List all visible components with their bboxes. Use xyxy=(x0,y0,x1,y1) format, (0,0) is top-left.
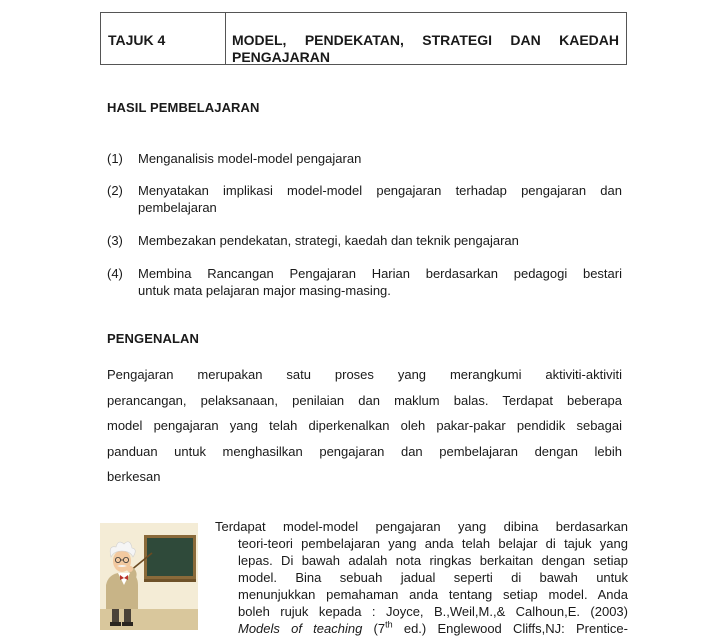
models-note-paragraph xyxy=(215,518,628,637)
outcome-item xyxy=(107,265,622,299)
learning-outcomes-heading: HASIL PEMBELAJARAN xyxy=(107,100,260,115)
outcome-number: (1) xyxy=(107,151,123,166)
outcome-text: Membezakan pendekatan, strategi, kaedah dan teknik pengajaran xyxy=(138,233,519,248)
paragraph-line: Terdapat model-model pengajaran yang dibina berdasarkan xyxy=(215,519,628,534)
outcome-text-continued: untuk mata pelajaran major masing-masing. xyxy=(138,283,391,298)
paragraph-line: model pengajaran yang telah diperkenalkan oleh pakar-pakar pendidik sebagai xyxy=(107,418,622,433)
topic-label: TAJUK 4 xyxy=(108,32,166,48)
topic-title-line1: MODEL, PENDEKATAN, STRATEGI DAN KAEDAH xyxy=(232,32,619,48)
introduction-paragraph xyxy=(107,362,622,490)
paragraph-line: perancangan, pelaksanaan, penilaian dan maklum balas. Terdapat beberapa xyxy=(107,392,622,408)
edition-superscript: th xyxy=(385,619,393,630)
paragraph-line: boleh rujuk kepada : Joyce, B.,Weil,M.,& Calhoun,E. (2003) xyxy=(238,604,628,619)
paragraph-line: lepas. Di bawah adalah nota ringkas berkaitan dengan setiap xyxy=(238,553,628,568)
paragraph-line: menunjukkan pemahaman anda tentang setiap model. Anda xyxy=(238,587,628,602)
reference-rest: ed.) Englewood Cliffs,NJ: Prentice- xyxy=(392,621,628,636)
paragraph-line: panduan untuk menghasilkan pengajaran dan pembelajaran dengan lebih xyxy=(107,443,622,459)
paragraph-line: model. Bina sebuah jadual seperti di bawah untuk xyxy=(238,570,628,585)
outcome-number: (2) xyxy=(107,183,123,198)
topic-label-cell xyxy=(101,13,226,64)
outcome-text: Membina Rancangan Pengajaran Harian berdasarkan pedagogi bestari xyxy=(138,266,622,281)
outcome-number: (3) xyxy=(107,233,123,248)
topic-header-table xyxy=(100,12,627,65)
outcome-item xyxy=(107,150,622,167)
outcome-text: Menyatakan implikasi model-model pengajaran terhadap pengajaran dan xyxy=(138,183,622,198)
paragraph-line: Pengajaran merupakan satu proses yang merangkumi aktiviti-aktiviti xyxy=(107,367,622,382)
edition-prefix: (7 xyxy=(362,621,386,636)
topic-title-cell xyxy=(226,13,626,64)
paragraph-line: teori-teori pembelajaran yang anda telah belajar di tajuk yang xyxy=(238,536,628,551)
outcome-item xyxy=(107,232,622,249)
paragraph-line: berkesan xyxy=(107,469,161,484)
topic-title-line2: PENGAJARAN xyxy=(232,49,331,65)
outcome-text: Menganalisis model-model pengajaran xyxy=(138,151,362,166)
paragraph-line-reference xyxy=(238,620,628,637)
teacher-at-chalkboard-icon xyxy=(100,523,198,630)
introduction-heading: PENGENALAN xyxy=(107,331,200,346)
outcome-number: (4) xyxy=(107,266,123,281)
book-title: Models of teaching xyxy=(238,621,363,636)
outcome-item xyxy=(107,182,622,216)
outcome-text-continued: pembelajaran xyxy=(138,200,217,215)
